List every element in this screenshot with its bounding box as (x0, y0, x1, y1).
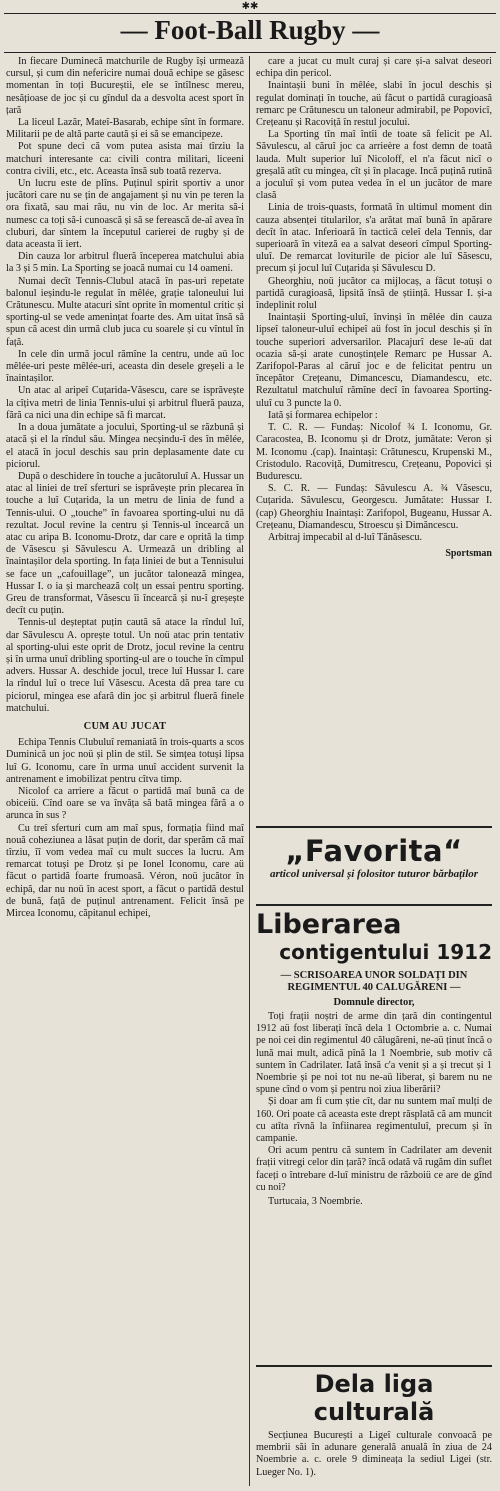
paragraph: Arbitraj impecabil al d-luî Tănăsescu. (268, 531, 422, 543)
paragraph: In cele din urmă jocul rămîne la centru, unde aü loc mêlée-uri peste mêlée-uri, aceasta din desele greșeli a le înaintașilor. (6, 348, 244, 385)
paragraph: Pot spune deci că vom putea asista mai tîrziu la matchuri interesante ca: civili contra militari, liceeni contra civili, etc., etc. Aceasta însă sub toată rezerva. (6, 141, 244, 177)
team-lineup-scr: S. C. R. — Fundaș: Săvulescu A. ¾ Văsescu, Cuțarida. Săvulescu, Georgescu. Jumătate: Hussar I. (cap) Gheorghiu Inaintași: Zarifopol, Bugeanu, Hussar A. Crețeanu, Diamandescu, Stroescu și Dimăncescu. (256, 483, 492, 531)
paragraph: Tennis-ul deșteptat puțin caută să atace la rîndul luî, dar Săvulescu A. oprește totul. Un noü atac prin tentativ al sporting-ului este oprit de Drotz, jocul revine la centru și în urma unuî dribling sporting-ul are o touche în cîmpul advers. Hussar A. deschide jocul, trece luî Hussar I. care la rîndul luî o trece luî Văsescu. Acesta dă prea tare cu piciorul, mingea ese afară din joc și arbitrul flueră finele matchului. (6, 617, 244, 714)
paragraph: Un lucru este de plîns. Puținul spirit sportiv a unor jucători care nu se țin de angajament și nu vin pe teren la ora fixată, sau mai rău, nu vin de loc. Ar merita să-i numesc ca toți să-i cunoască și să se ferească de-aî avea în cluburi, dar sîntem la începutul carierei de rugby și de data aceasta îi iert. (6, 178, 244, 251)
title-rule (4, 52, 496, 53)
paragraph: In fiecare Duminecă matchurile de Rugby își urmează cursul, și cum din nefericire numai două echipe se găsesc momentan în toți Bucureștii, ele se întîlnesc mereu, nesățioase de joc și cu gîndul da a desvolta acest sport în țară (6, 56, 244, 116)
letter-subtitle: — SCRISOAREA UNOR SOLDAȚI DIN REGIMENTUL 40 CALUGĂRENI — (280, 970, 468, 993)
paragraph: Din cauza lor arbitrul flueră începerea matchului abia la 3 și 5 min. La Sporting se joacă numai cu 14 oameni. (6, 251, 244, 275)
paragraph: Linia de trois-quasts, formată în ultimul moment din cauza absenței titularilor, s'a arătat maî bună în apărare decît în atac. Inferioară în tactică celeî dela Tennis, dar superioară în viteză ea a salvat deseori cîmpul Sporting-uluî. De remarcat loviturile de picior ale luî Săsescu, precum și jocul luî Cuțarida și Săvulescu D. (256, 202, 492, 275)
paragraph: In a doua jumătate a jocului, Sporting-ul se răzbună și atacă și el la rîndul său. Mingea necșindu-î des în mêlée, el atacă în jocul deschis sau prin deplasamente date cu piciorul. (6, 422, 244, 470)
liga-notice: Secțiunea București a Ligeî culturale convoacă pe membrii săi în adunare generală anuală în ziua de 24 Noembrie a. c. orele 9 dimineața la sediul Ligei (str. Lueger No. 1). (256, 1430, 492, 1478)
paragraph: La liceul Lazăr, Mateî-Basarab, echipe sînt în formare. Militarii pe de altă parte caută și ei să se emancipeze. (6, 117, 244, 141)
paragraph: Un atac al aripeî Cuțarida-Văsescu, care se isprăvește la cîțiva metri de linia Tennis-ului și arbitrul flueră pauza, fără ca nici una din echipe să fi marcat. (6, 385, 244, 421)
paragraph: Inaintașii buni în mêlée, slabi în jocul deschis și regulat dominați în touche, aü făcut o partidă curagioasă remarc pe Crătunescu un taloneur admirabil, pe Popovicî, Crețeanu și Racoviță în restul jocului. (256, 80, 492, 129)
paragraph: Inaintașii Sporting-uluî, învinși în mêlée din cauza lipseî taloneur-uluî echipeî aü fost în jocul deschis și în touche superiori adversarilor. Placajurî dese le-aü dat ocazia să-și arate cunoștințele Remarc pe Hussar A. Zarifopol-Paras al căruî joc e de felicitat pentru un începător Crețeanu, Dimancescu, Diamandescu, etc. Rezultatul matchuluî rămîne decî în favoarea Sporting-uluî cu 3 puncte la 0. (256, 312, 492, 409)
paragraph: Și doar am fi cum știe cît, dar nu suntem maî mulți de 160. Ori poate că aceasta este drept răsplată că am muncit cu atîta rîvnă la înfiinarea regimentuluî, precum și în campanie. (256, 1096, 492, 1145)
paragraph: Numai decît Tennis-Clubul atacă în pas-uri repetate balonul ieșindu-le regulat în mêlée, grație taloneului lui Crătunescu. Multe atacuri sînt oprite în momentul critic și sporting-ul se vede amenințat foarte des. Am uitat însă să spun că acest din urmă club juca cu soarele și cu vîntul în față. (6, 275, 244, 348)
ornament-stars: ✱✱ (241, 1, 259, 12)
paragraph: Ori acum pentru că suntem în Cadrilater am devenit frații vitregi celor din țară? încă odată vă rugăm din suflet faceți o întrebare d-luî ministru de războiü ce are de gînd cu noi? (256, 1145, 492, 1193)
ad-tagline: articol universal și folositor tuturor bărbaților (269, 868, 479, 880)
column-divider (249, 56, 250, 1486)
paragraph: Gheorghiu, noü jucător ca mijlocaș, a făcut totuși o partidă curagioasă, lipsită însă de știință. Hussar I. și-a îndeplinit rolul (256, 275, 492, 312)
paragraph: Nicolof ca arriere a făcut o partidă maî bună ca de obiceiü. Cînd oare se va învăța să bată mingea fără a o arunca în sus ? (6, 785, 244, 822)
liga-title: Dela liga culturală (313, 1370, 435, 1426)
paragraph: La Sporting tîn maî întîi de toate să felicit pe Al. Săvulescu, al căruî joc ca arrieère a fost demn de toată lauda. Mult superior luî Nicoloff, el n'a făcut nicî o greșală atît cu mingea, cît și în placage. Incă puțină rutină a joculuî și vom putea vedea în el un jucător de mare clasă (256, 129, 492, 202)
letter-title-line1: Liberarea (256, 909, 402, 940)
paragraph: După o deschidere în touche a jucătoruluî A. Hussar un atac al liniei de treî sferturi se isprăvește prin plecarea în touche a luî Cuțarida, la un metru de linia de fund a Tennis-ului. O „touche” în favoarea sporting-ului nu dă rezultat. Jocul revine la centru și Tennis-ul încearcă un atac cu aripa B. Iconomu-Drotz, dar care e oprită la timp de Văsescu și Săvulescu A. Urmează un dribling al înaintașilor dela sporting. In fața liniei de but a Tennisului se face un „cafouillage”, un jucător talonează mingea, Hussar I. o ia și marchează colț un essai pentru sporting. Greu de transformat, Văsescu îi încearcă și nu-î greșește decît cu puțin. (6, 470, 244, 617)
paragraph: Cu treî sferturi cum am maî spus, formația fiind maî nouă coheziunea a lăsat puțin de dorit, dar sperăm că maî tîrziu, îî vom vedea maî cu mult succes la lucru. Am remarcat totuși pe Drotz și pe Ionel Iconomu, care aü făcut o partidă foarte frumoasă. Véron, noü jucător în echipă, dar nu noü în acest sport, a făcut o partidă destul de bună, față de puținul antrenament. Felicit însă pe Mircea Iconomu, căpitanul echipei, (6, 822, 244, 920)
ad-top-rule (256, 826, 492, 828)
liga-section (256, 1370, 492, 1479)
team-lineup-tcr: T. C. R. — Fundaș: Nicolof ¾ I. Iconomu, Gr. Caracostea, B. Iconomu și dr Drotz, jumătate: Veron și M. Iconomu .(cap). Inaintași: Crătunescu, Krupenski M., Cristodulo. Racoviță, Dumitrescu, Crețeanu, Popovici și Budurescu. (256, 422, 492, 482)
letter-section (256, 910, 492, 1208)
article-column-right (256, 56, 492, 560)
paragraph: Echipa Tennis Clubuluî remaniată în trois-quarts a scos Duminică un joc noü și plin de stil. Se simțea totuși lipsa luî G. Iconomu, care în urma unuî accident survenit la antrenament e imobilizat pentru cîtva timp. (6, 737, 244, 785)
section-subhead: CUM AU JUCAT (83, 720, 167, 732)
favorita-ad (256, 834, 492, 881)
liga-top-rule (256, 1365, 492, 1367)
ad-bottom-rule (256, 904, 492, 906)
author-signature: Sportsman (445, 548, 492, 560)
article-title: — Foot-Ball Rugby — (120, 15, 380, 45)
letter-place-date: Turtucaia, 3 Noembrie. (268, 1196, 363, 1208)
paragraph: care a jucat cu mult curaj și care și-a salvat deseori echipa din pericol. (256, 56, 492, 80)
letter-title-line2: contigentului 1912 (279, 940, 492, 964)
article-column-left (6, 56, 244, 1486)
ad-product-name: „Favorita“ (285, 834, 463, 868)
letter-addressee: Domnule director, (333, 997, 415, 1008)
paragraph: Iată și formarea echipelor : (268, 409, 378, 421)
paragraph: Toți frații noștri de arme din țară din contingentul 1912 aü fost liberați încă dela 1 Octombrie a. c. Numai pe noi cei din regimentul 40 călugăreni, ne-aü ținut încă o lună mai mult, adică pînă la 1 Noembrie, sub motiv că suntem în Cadrilater. Iată însă c'a venit și a și trecut și 1 Noembrie și pe noi tot nu ne-aü liberat, și barem nu ne spune cînd o vom și pentru noi ziua liberării? (256, 1011, 492, 1096)
